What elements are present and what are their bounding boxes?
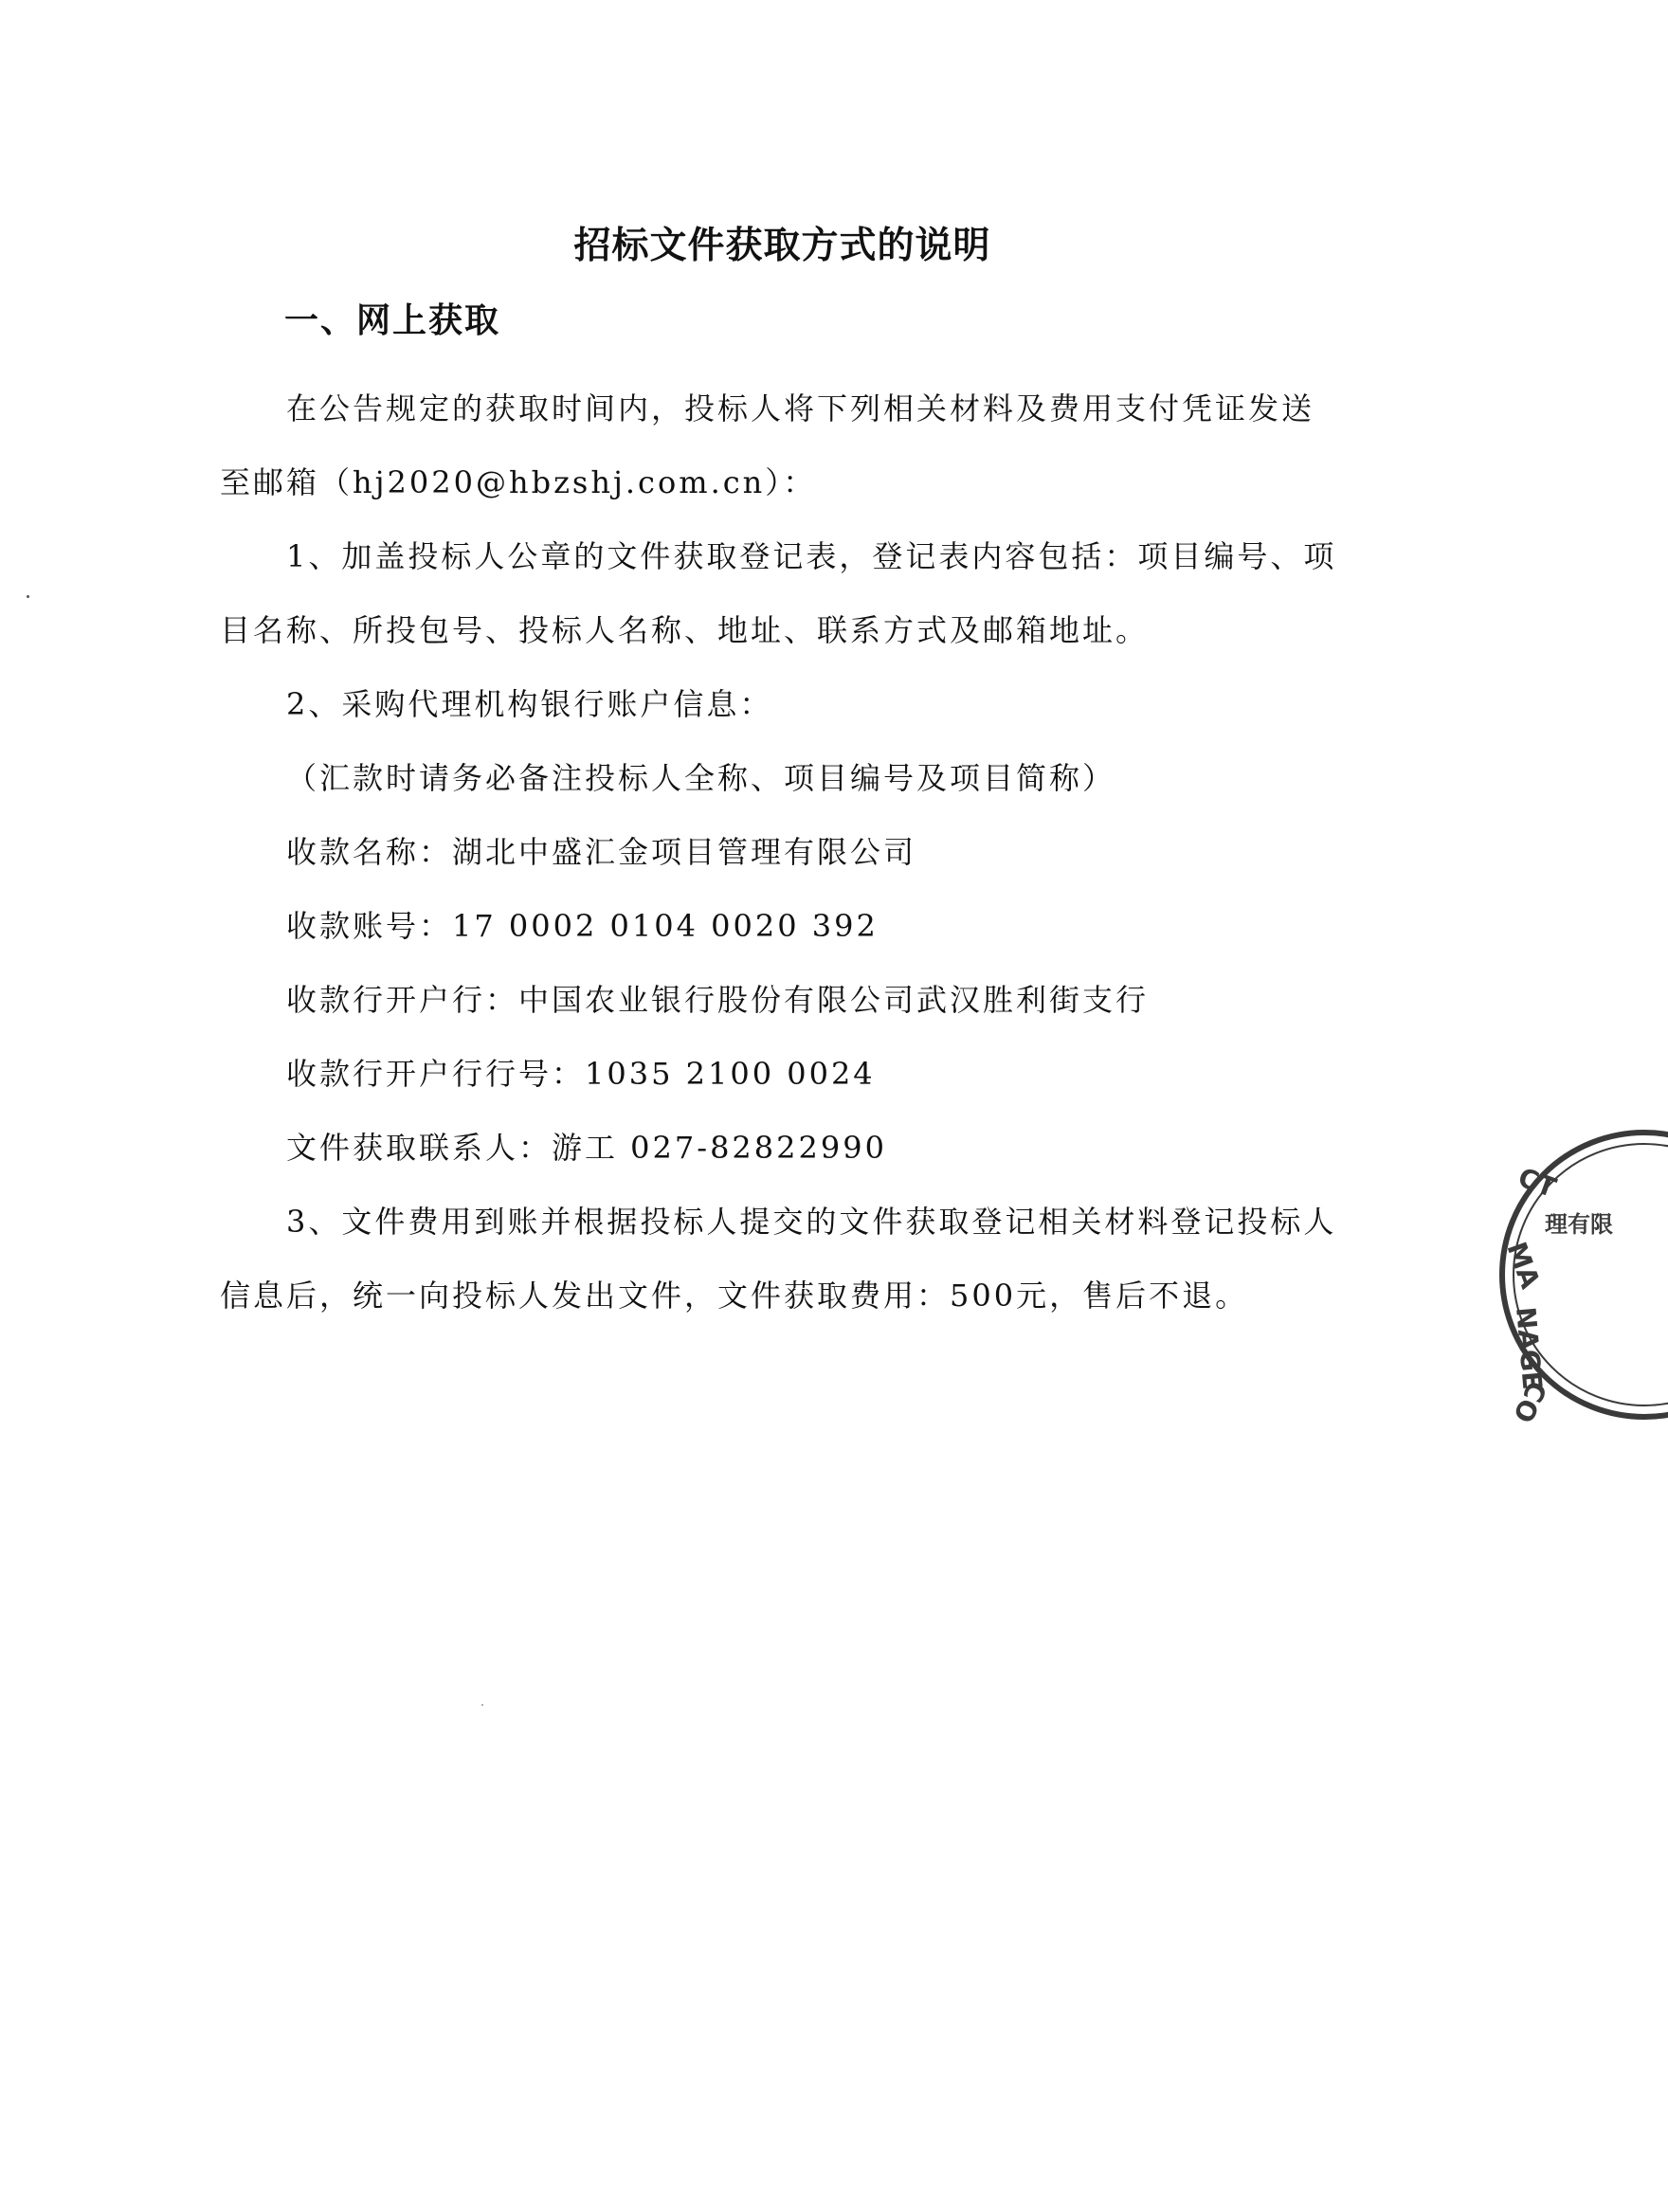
scan-speck xyxy=(27,595,29,598)
bank-code: 收款行开户行行号：1035 2100 0024 xyxy=(286,1056,876,1092)
section-body xyxy=(220,372,1338,1333)
company-seal xyxy=(1478,1118,1668,1431)
item-2-paragraph: 2、采购代理机构银行账户信息： xyxy=(286,686,773,722)
contact-person: 文件获取联系人：游工 027-82822990 xyxy=(286,1130,887,1166)
account-number: 收款账号：17 0002 0104 0020 392 xyxy=(286,908,879,944)
svg-text:理有限: 理有限 xyxy=(1545,1211,1613,1238)
svg-text:NAGE: NAGE xyxy=(1510,1305,1549,1391)
section-heading-online: 一、网上获取 xyxy=(284,301,501,340)
svg-text:CT: CT xyxy=(1514,1161,1561,1205)
svg-text:MA: MA xyxy=(1500,1238,1547,1293)
item-1-paragraph: 1、加盖投标人公章的文件获取登记表，登记表内容包括：项目编号、项目名称、所投包号、投标人名称、地址、联系方式及邮箱地址。 xyxy=(220,538,1337,648)
document-title: 招标文件获取方式的说明 xyxy=(573,225,991,267)
bank-name: 收款行开户行：中国农业银行股份有限公司武汉胜利街支行 xyxy=(286,982,1150,1018)
payee-name: 收款名称：湖北中盛汇金项目管理有限公司 xyxy=(286,834,917,870)
item-3-paragraph: 3、文件费用到账并根据投标人提交的文件获取登记相关材料登记投标人信息后，统一向投标人发出文件，文件获取费用：500元，售后不退。 xyxy=(220,1204,1337,1314)
intro-paragraph: 在公告规定的获取时间内，投标人将下列相关材料及费用支付凭证发送至邮箱（hj2020@hbzshj.com.cn）： xyxy=(220,390,1315,500)
remit-note: （汇款时请务必备注投标人全称、项目编号及项目简称） xyxy=(286,760,1116,796)
scan-speck xyxy=(481,1704,483,1706)
svg-text:CO: CO xyxy=(1506,1376,1553,1428)
